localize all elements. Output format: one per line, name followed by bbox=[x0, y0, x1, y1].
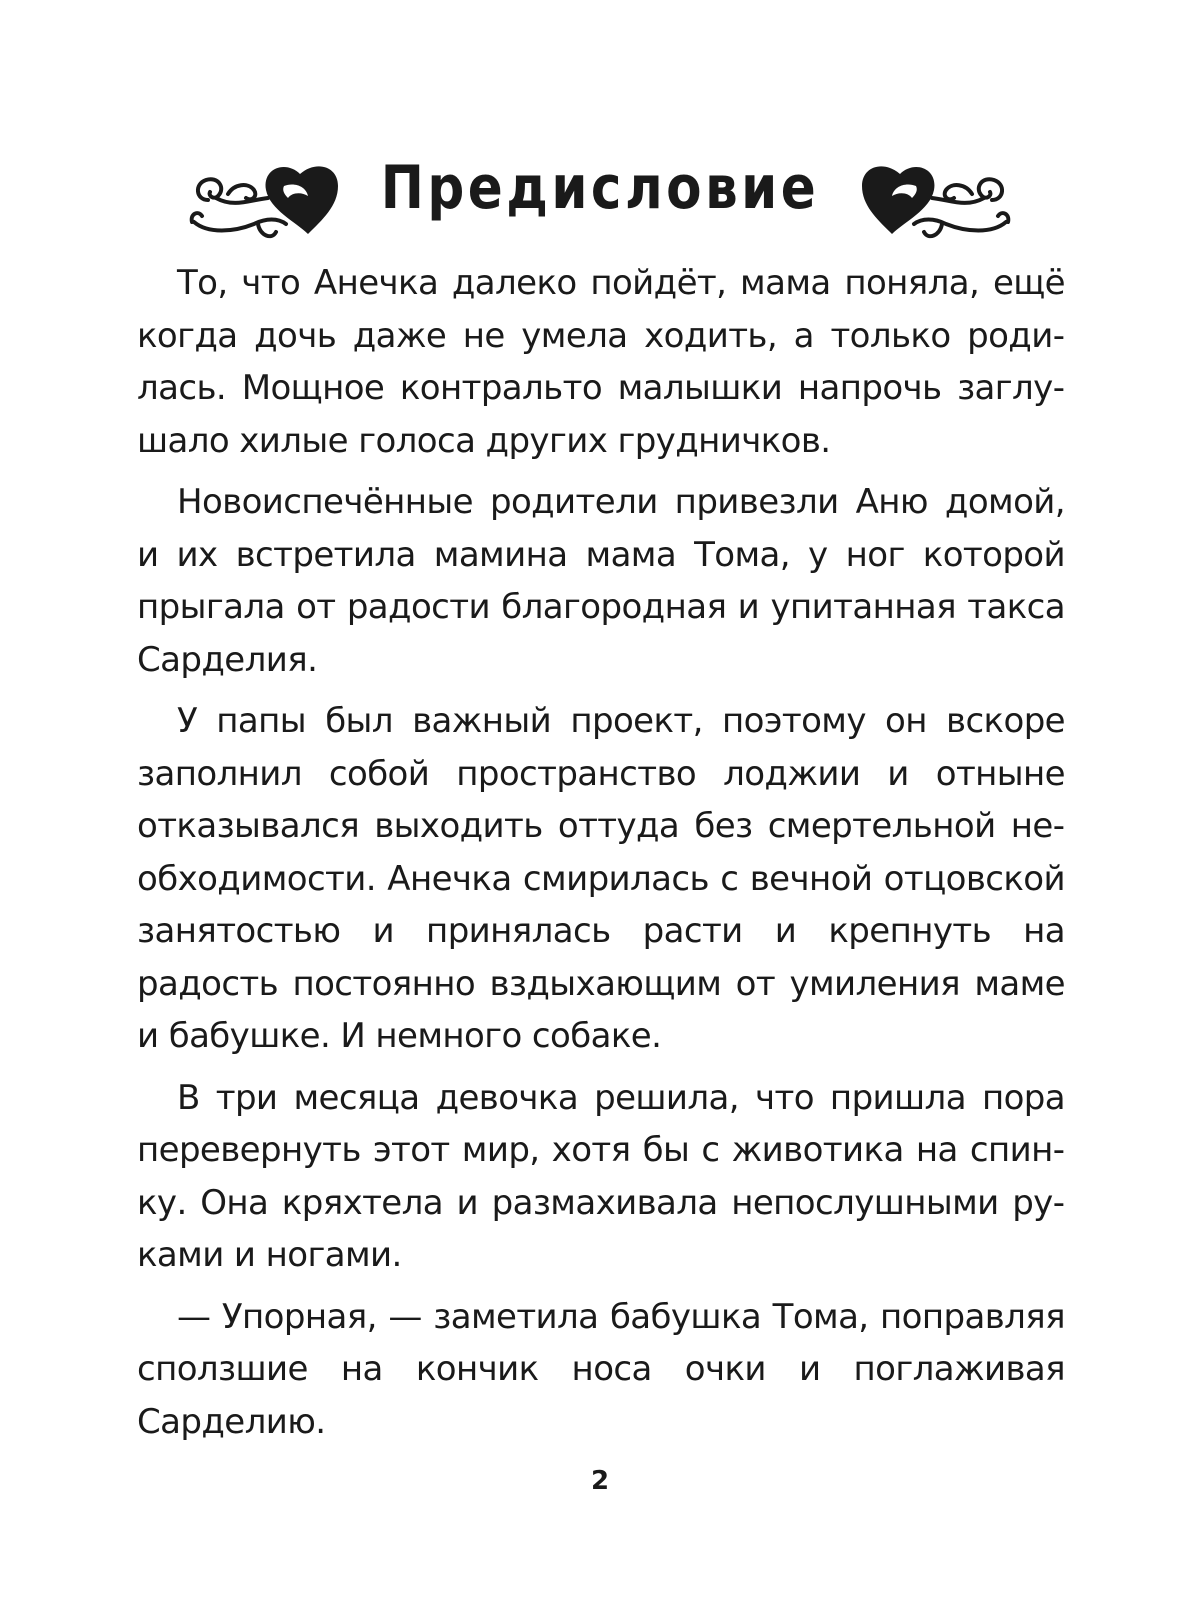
page-title: Предисловие bbox=[380, 153, 820, 223]
paragraph: У папы был важный проект, поэтому он вскоре заполнил собой пространство лоджии и отныне отказывался выходить оттуда без смертельной необходимости. Анечка смирилась с вечной отцовской занятостью и принялась расти и крепнуть на радость постоянно вздыхающим от умиления маме и бабушке. И немного собаке. bbox=[137, 701, 1065, 1056]
swirl-heart-ornament-icon bbox=[188, 138, 348, 248]
paragraph: То, что Анечка далеко пойдёт, мама поняла, ещё когда дочь даже не умела ходить, а только родилась. Мощное контральто малышки напрочь заглушало хилые голоса других грудничков. bbox=[137, 263, 1065, 461]
body-text bbox=[137, 257, 1065, 1457]
paragraph: Новоиспечённые родители привезли Аню домой, и их встретила мамина мама Тома, у ног которой прыгала от радости благородная и упитанная такса Сарделия. bbox=[137, 482, 1065, 680]
paragraph: — Упорная, — заметила бабушка Тома, поправляя сползшие на кончик носа очки и поглаживая Сарделию. bbox=[137, 1296, 1065, 1442]
page-number: 2 bbox=[590, 1466, 610, 1496]
paragraph: В три месяца девочка решила, что пришла пора перевернуть этот мир, хотя бы с животика на спинку. Она кряхтела и размахивала непослушными руками и ногами. bbox=[137, 1077, 1065, 1275]
chapter-heading bbox=[0, 128, 1200, 248]
swirl-heart-ornament-icon bbox=[852, 138, 1012, 248]
